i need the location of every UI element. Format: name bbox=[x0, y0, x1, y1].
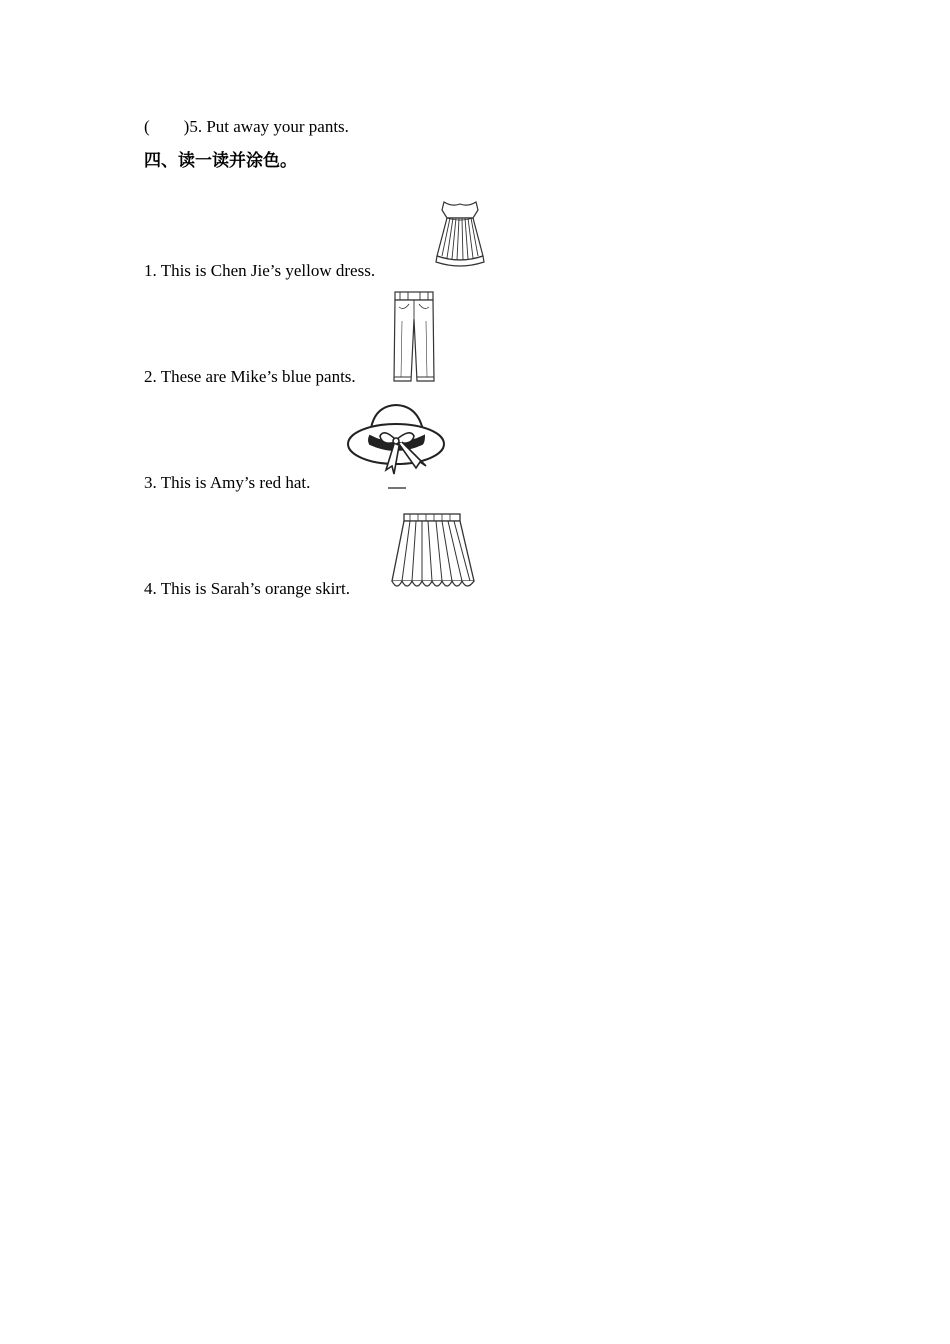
item-2-text: 2. These are Mike’s blue pants. bbox=[144, 367, 356, 386]
section-heading: 四、读一读并涂色。 bbox=[144, 151, 297, 171]
hat-icon bbox=[344, 402, 450, 492]
item-5-text: )5. Put away your pants. bbox=[183, 117, 349, 136]
dress-icon bbox=[432, 198, 488, 270]
answer-paren-open: ( bbox=[144, 117, 150, 136]
item-4-text: 4. This is Sarah’s orange skirt. bbox=[144, 579, 351, 598]
exercise-item-5 bbox=[144, 117, 349, 137]
item-3-text: 3. This is Amy’s red hat. bbox=[144, 473, 311, 492]
item-1-text: 1. This is Chen Jie’s yellow dress. bbox=[144, 261, 376, 280]
skirt-icon bbox=[390, 511, 476, 595]
pants-icon bbox=[392, 289, 436, 385]
